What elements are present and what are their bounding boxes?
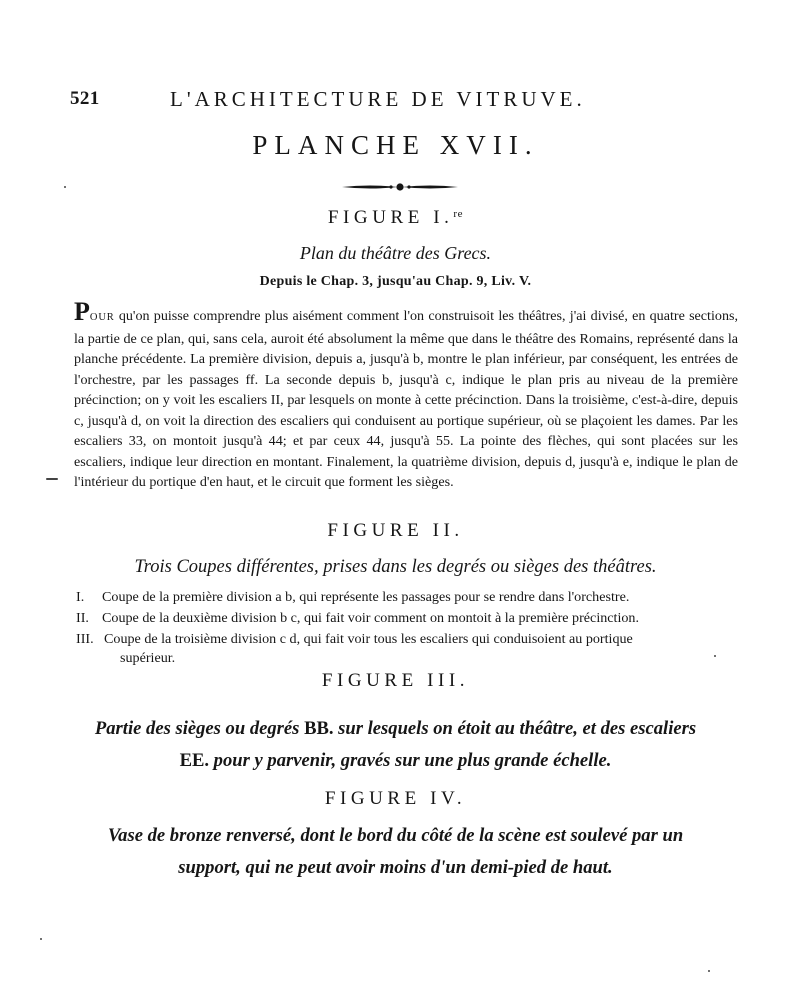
figure-4-caption — [0, 820, 791, 884]
figure-3-heading: FIGURE III. — [321, 670, 470, 691]
caption-label-bb: BB. — [304, 718, 334, 739]
coupe-item — [76, 587, 740, 607]
caption-text: sur lesquels on étoit au théâtre, et des escaliers — [333, 718, 697, 739]
coupe-item — [76, 629, 740, 649]
figure-1-title: Plan du théâtre des Grecs. — [299, 243, 492, 263]
body-text: qu'on puisse comprendre plus aisément comment l'on construisoit les théâtres, j'ai divisé, en quatre sections, la partie de ce plan, qui, sans cela, auroit été absolument la même que dans le théâtre des Romains, représenté dans la planche précédente. La première division, depuis a, jusqu'à b, montre le plan inférieur, par conséquent, les entrées de l'orchestre, par les passages ff. La seconde depuis b, jusqu'à c, indique le plan pris au niveau de la première précinction; on y voit les escaliers II, par lesquels on monte à cette précinction. Dans la troisième, c'est-à-dire, depuis c, jusqu'à d, on voit la direction des escaliers qui conduisent au portique supérieur, où se plaçoient les dames. Par les escaliers 33, on montoit jusqu'à 44; et par ceux 44, jusqu'à 55. La pointe des flèches, qui sont placées sur les escaliers, indique leur direction en montant. Finalement, la quatrième division, depuis d, jusqu'à e, indique le plan de l'intérieur du portique d'en haut, et le circuit que forment les sièges. — [74, 308, 738, 490]
caption-label-ee: EE. — [179, 750, 210, 771]
figure-1-heading-sup: re — [453, 208, 464, 220]
figure-1-body — [74, 297, 738, 493]
drop-cap: P — [74, 297, 90, 326]
caption-text: pour y parvenir, gravés sur une plus grande échelle. — [209, 750, 612, 771]
caption-line: Vase de bronze renversé, dont le bord du côté de la scène est soulevé par un — [107, 825, 684, 846]
speck — [714, 655, 716, 657]
speck — [46, 478, 58, 480]
figure-4-heading: FIGURE IV. — [324, 788, 467, 809]
coupe-number: II. — [76, 610, 89, 626]
coupe-text: Coupe de la troisième division c d, qui fait voir tous les escaliers qui conduisoient au portique — [104, 631, 633, 647]
ornament-divider — [340, 176, 460, 198]
figure-3-caption — [0, 713, 791, 777]
running-title: L'ARCHITECTURE DE VITRUVE. — [170, 87, 586, 111]
figure-2-title: Trois Coupes différentes, prises dans les degrés ou sièges des théâtres. — [134, 557, 657, 577]
coupe-number: I. — [76, 589, 85, 605]
speck — [64, 186, 66, 188]
body-smallcap: OUR — [89, 312, 115, 323]
caption-line: support, qui ne peut avoir moins d'un demi-pied de haut. — [178, 857, 613, 878]
caption-text: Partie des sièges ou degrés — [94, 718, 305, 739]
page-number: 521 — [70, 88, 100, 109]
figure-1-heading — [0, 207, 791, 229]
coupe-continuation: supérieur. — [120, 650, 176, 666]
speck — [40, 938, 42, 940]
figure-1-heading-text: FIGURE I. — [327, 207, 454, 228]
plate-title: PLANCHE XVII. — [252, 130, 539, 160]
speck — [708, 970, 710, 972]
coupe-item — [76, 608, 740, 628]
figure-1-reference: Depuis le Chap. 3, jusqu'au Chap. 9, Liv. V. — [259, 274, 532, 289]
figure-2-heading: FIGURE II. — [327, 520, 464, 541]
coupe-text: Coupe de la première division a b, qui représente les passages pour se rendre dans l'orchestre. — [102, 589, 630, 605]
coupe-number: III. — [76, 631, 94, 647]
coupe-text: Coupe de la deuxième division b c, qui fait voir comment on montoit à la première précinction. — [102, 610, 639, 626]
